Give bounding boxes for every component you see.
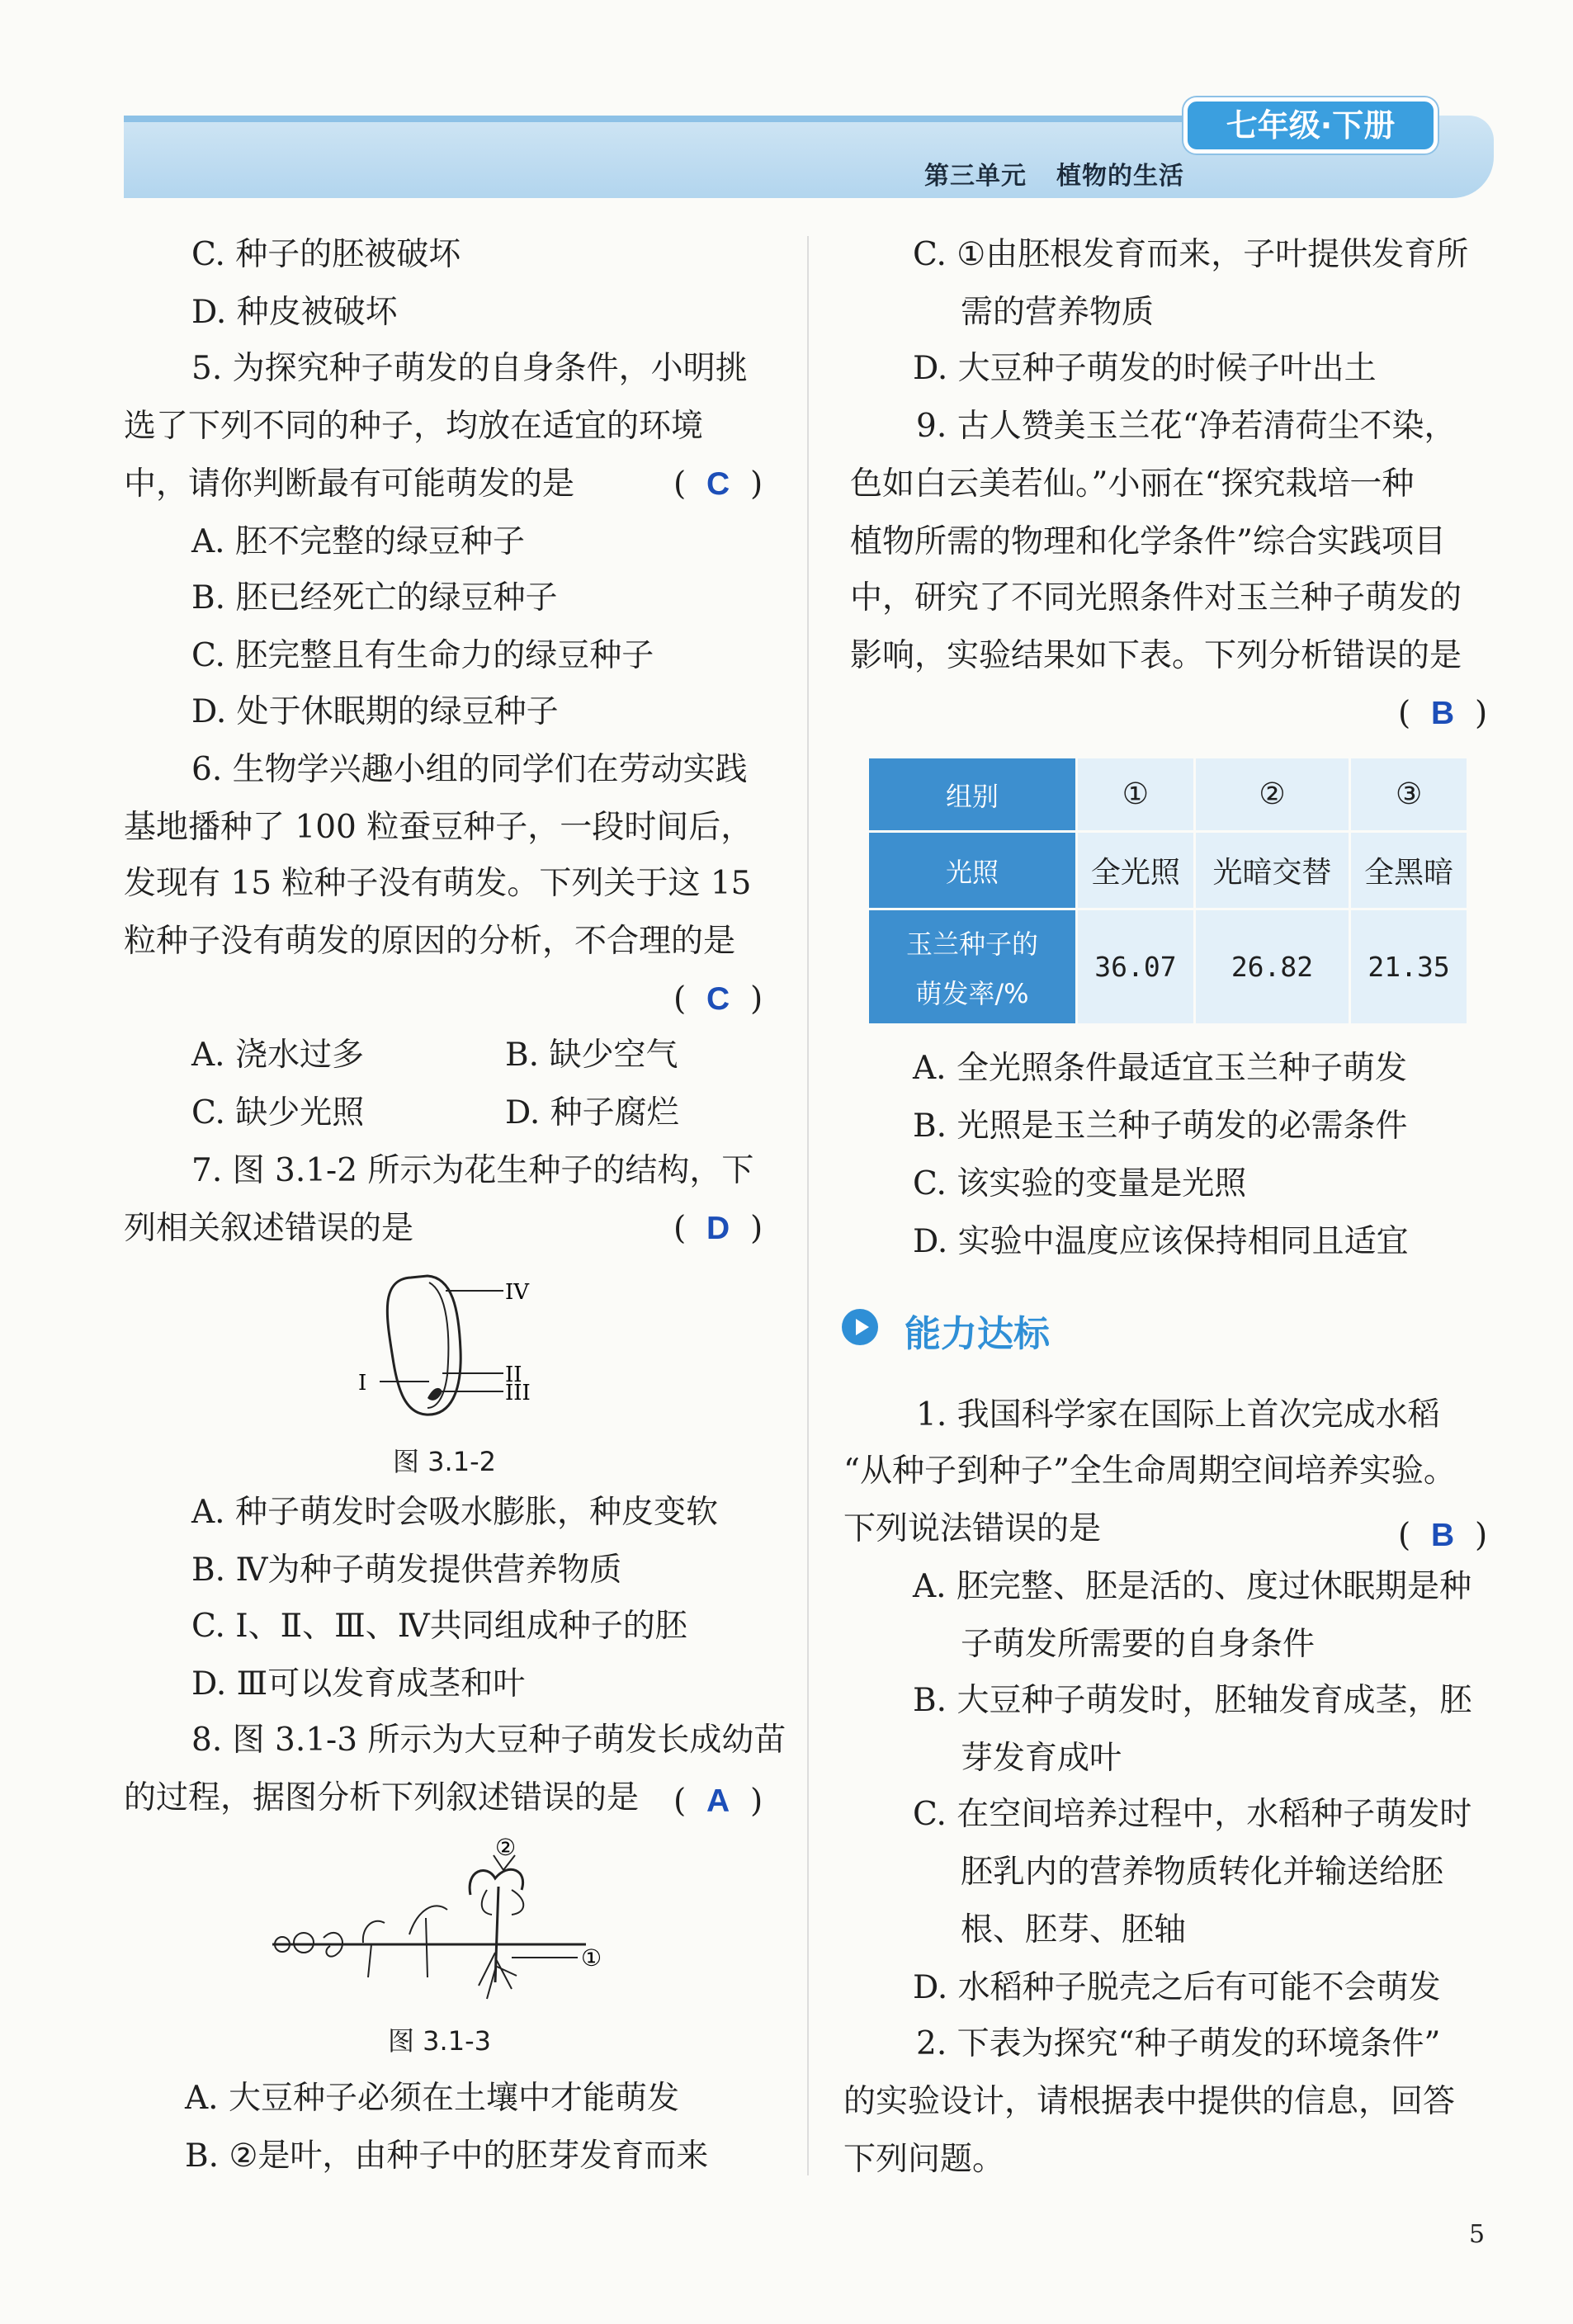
q7-stem: 列相关叙述错误的是 (124, 1210, 414, 1247)
q8-stem: 8. 图 3.1-3 所示为大豆种子萌发长成幼苗 (191, 1722, 786, 1759)
n1-option-d: D. 水稻种子脱壳之后有可能不会萌发 (913, 1969, 1441, 2006)
n2-stem: 的实验设计，请根据表中提供的信息，回答 (843, 2083, 1456, 2120)
grade-tab: 七年级·下册 (1183, 97, 1438, 154)
fig2-label-i: I (358, 1371, 367, 1396)
table-cell: 21.35 (1350, 909, 1468, 1025)
table-cell: 全黑暗 (1350, 832, 1468, 909)
q5-option-c: C. 胚完整且有生命力的绿豆种子 (191, 637, 654, 674)
q6-answer: ( C ) (673, 980, 763, 1018)
q9-option-c: C. 该实验的变量是光照 (913, 1165, 1247, 1202)
q9-option-a: A. 全光照条件最适宜玉兰种子萌发 (913, 1050, 1407, 1087)
q9-option-d: D. 实验中温度应该保持相同且适宜 (913, 1223, 1409, 1260)
q9-stem: 影响，实验结果如下表。下列分析错误的是 (850, 637, 1462, 674)
n1-option-a: A. 胚完整、胚是活的、度过休眠期是种 (913, 1568, 1471, 1605)
table-cell: 26.82 (1194, 909, 1349, 1025)
q9-stem: 9. 古人赞美玉兰花“净若清荷尘不染， (916, 408, 1457, 445)
q8-option-c: C. ①由胚根发育而来，子叶提供发育所 (913, 236, 1469, 273)
n1-option-c: 胚乳内的营养物质转化并输送给胚 (961, 1854, 1444, 1891)
n1-stem: “从种子到种子”全生命周期空间培养实验。 (843, 1452, 1456, 1490)
q5-stem: 5. 为探究种子萌发的自身条件，小明挑 (191, 350, 748, 387)
n1-answer: ( B ) (1398, 1517, 1488, 1554)
q5-option-d: D. 处于休眠期的绿豆种子 (191, 693, 559, 730)
q6-stem: 发现有 15 粒种子没有萌发。下列关于这 15 (124, 865, 752, 902)
n1-option-b: 芽发育成叶 (961, 1740, 1122, 1777)
q6-stem: 6. 生物学兴趣小组的同学们在劳动实践 (191, 751, 748, 788)
n1-option-c: 根、胚芽、胚轴 (961, 1911, 1187, 1948)
q4-option-c: C. 种子的胚被破坏 (191, 236, 461, 273)
play-icon (842, 1309, 878, 1345)
page-number: 5 (1469, 2220, 1486, 2249)
q8-option-d: D. 大豆种子萌发的时候子叶出土 (913, 350, 1377, 387)
q6-option-b: B. 缺少空气 (505, 1037, 678, 1074)
fig2-label-ii: II (505, 1363, 522, 1387)
q9-answer: ( B ) (1398, 695, 1488, 732)
n2-stem: 下列问题。 (843, 2141, 1005, 2178)
table-header: 玉兰种子的 萌发率/% (868, 909, 1077, 1025)
q7-stem: 7. 图 3.1-2 所示为花生种子的结构，下 (191, 1152, 754, 1189)
figure-caption: 图 3.1-3 (388, 2025, 491, 2057)
q5-option-a: A. 胚不完整的绿豆种子 (191, 523, 525, 560)
q4-option-d: D. 种皮被破坏 (191, 294, 398, 331)
q8-option-a: A. 大豆种子必须在土壤中才能萌发 (185, 2080, 679, 2117)
q6-option-c: C. 缺少光照 (191, 1094, 365, 1131)
n1-option-b: B. 大豆种子萌发时，胚轴发育成茎，胚 (913, 1682, 1472, 1719)
column-divider (807, 236, 809, 2175)
q6-stem: 粒种子没有萌发的原因的分析，不合理的是 (124, 923, 736, 960)
fig3-label-2: ② (495, 1837, 517, 1861)
peanut-seed-figure (347, 1268, 545, 1433)
q7-option-d: D. Ⅲ可以发育成茎和叶 (191, 1665, 526, 1703)
q6-stem: 基地播种了 100 粒蚕豆种子，一段时间后， (124, 809, 753, 846)
q7-option-a: A. 种子萌发时会吸水膨胀，种皮变软 (191, 1494, 718, 1531)
table-cell: ② (1194, 758, 1349, 832)
q9-stem: 中，研究了不同光照条件对玉兰种子萌发的 (850, 579, 1462, 616)
table-cell: 36.07 (1077, 909, 1195, 1025)
q7-answer: ( D ) (673, 1210, 763, 1247)
q8-option-c: 需的营养物质 (961, 294, 1155, 331)
figure-caption: 图 3.1-2 (393, 1446, 496, 1477)
fig2-label-iii: III (505, 1381, 531, 1405)
fig2-label-iv: IV (505, 1280, 530, 1305)
table-cell: ① (1077, 758, 1195, 832)
q9-stem: 植物所需的物理和化学条件”综合实践项目 (850, 523, 1446, 560)
table-cell: 全光照 (1077, 832, 1195, 909)
q6-option-a: A. 浇水过多 (191, 1037, 364, 1074)
unit-title: 第三单元 植物的生活 (924, 162, 1184, 191)
table-cell: ③ (1350, 758, 1468, 832)
table-header: 组别 (868, 758, 1077, 832)
q9-stem: 色如白云美若仙。”小丽在“探究栽培一种 (850, 465, 1415, 503)
q7-option-b: B. Ⅳ为种子萌发提供营养物质 (191, 1552, 622, 1589)
n2-stem: 2. 下表为探究“种子萌发的环境条件” (916, 2025, 1441, 2062)
q6-option-d: D. 种子腐烂 (505, 1094, 679, 1131)
n1-stem: 下列说法错误的是 (843, 1510, 1102, 1547)
germination-table (867, 756, 1469, 1026)
fig3-label-1: ① (581, 1944, 602, 1972)
q5-stem: 选了下列不同的种子，均放在适宜的环境 (124, 408, 704, 445)
table-cell: 光暗交替 (1194, 832, 1349, 909)
q7-option-c: C. Ⅰ、Ⅱ、Ⅲ、Ⅳ共同组成种子的胚 (191, 1608, 687, 1645)
n1-option-c: C. 在空间培养过程中，水稻种子萌发时 (913, 1796, 1472, 1833)
soybean-germination-figure (264, 1837, 627, 2010)
q8-stem: 的过程，据图分析下列叙述错误的是 (124, 1779, 640, 1816)
q8-answer: ( A ) (673, 1783, 763, 1820)
table-header: 光照 (868, 832, 1077, 909)
q5-option-b: B. 胚已经死亡的绿豆种子 (191, 579, 558, 616)
q5-stem: 中，请你判断最有可能萌发的是 (124, 465, 575, 503)
n1-option-a: 子萌发所需要的自身条件 (961, 1626, 1316, 1663)
section-title: 能力达标 (905, 1313, 1050, 1355)
q8-option-b: B. ②是叶，由种子中的胚芽发育而来 (185, 2137, 709, 2175)
n1-stem: 1. 我国科学家在国际上首次完成水稻 (916, 1396, 1440, 1434)
q9-option-b: B. 光照是玉兰种子萌发的必需条件 (913, 1108, 1408, 1145)
q5-answer: ( C ) (673, 465, 763, 503)
